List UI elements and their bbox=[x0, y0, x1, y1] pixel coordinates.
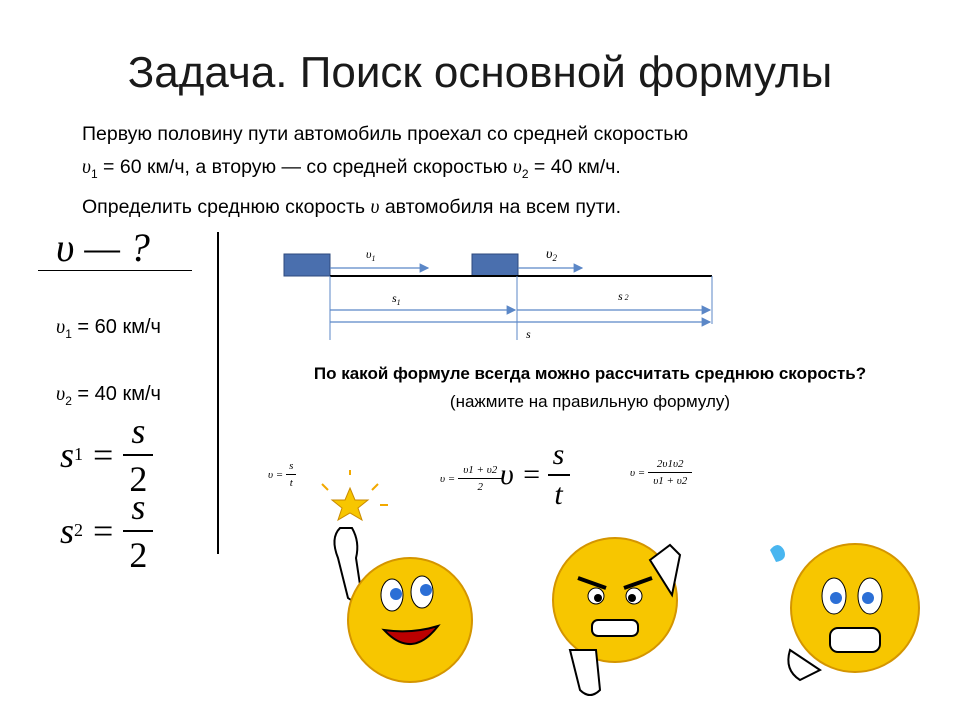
big-formula-fraction bbox=[548, 438, 570, 512]
v2-sub: 2 bbox=[521, 166, 529, 181]
s2-equals: = bbox=[93, 510, 114, 551]
problem-text bbox=[82, 118, 856, 224]
given-v1-value: = 60 км/ч bbox=[71, 316, 161, 338]
option-b-num: υ1 + υ2 bbox=[463, 464, 498, 476]
option-a-fraction bbox=[286, 460, 296, 489]
given-v1-sub: 1 bbox=[65, 327, 72, 341]
big-formula-lhs: υ = bbox=[500, 457, 542, 491]
motion-diagram bbox=[270, 236, 730, 352]
problem-line-2 bbox=[82, 151, 856, 191]
s1-numerator: s bbox=[131, 411, 146, 451]
thumb-down-icon-2 bbox=[570, 650, 600, 695]
s1-symbol: s bbox=[60, 434, 75, 475]
diagram-s2-label: s 2 bbox=[618, 289, 629, 303]
option-a-den: t bbox=[289, 477, 293, 489]
angry-smiley-icon bbox=[530, 520, 720, 715]
diagram-s1-label: $s_1$ bbox=[392, 291, 401, 307]
problem-line-1: Первую половину пути автомобиль проехал со средней скоростью bbox=[82, 123, 689, 145]
unknown-quantity: υ — ? bbox=[56, 225, 150, 270]
problem-line-3-start: Определить среднюю скорость bbox=[82, 195, 371, 218]
option-harmonic-mean[interactable] bbox=[630, 458, 692, 487]
v-symbol: υ bbox=[370, 196, 380, 218]
given-s2-formula bbox=[60, 486, 153, 576]
v1-symbol: υ bbox=[82, 157, 91, 178]
given-v1-symbol: υ bbox=[56, 316, 66, 338]
happy-smiley-icon bbox=[300, 470, 490, 715]
s2-symbol: s bbox=[60, 510, 75, 551]
sweat-drop-icon bbox=[770, 545, 785, 562]
problem-line-3-end: автомобиля на всем пути. bbox=[379, 195, 621, 218]
s2-fraction-bar bbox=[123, 530, 153, 532]
given-v2-sub: 2 bbox=[65, 394, 72, 408]
given-divider-horizontal bbox=[38, 270, 192, 271]
given-v2-symbol: υ bbox=[56, 383, 66, 405]
option-c-bar bbox=[648, 472, 692, 473]
s2-sub: 2 bbox=[74, 520, 84, 541]
v1-sub: 1 bbox=[90, 166, 98, 181]
s1-fraction-bar bbox=[123, 454, 153, 456]
option-s-over-t[interactable] bbox=[268, 460, 296, 489]
option-b-den: 2 bbox=[477, 481, 483, 493]
scared-smiley-icon bbox=[760, 530, 955, 715]
problem-line-3 bbox=[82, 191, 856, 224]
option-a-lhs: υ = bbox=[268, 468, 284, 481]
option-c-lhs: υ = bbox=[630, 466, 646, 479]
option-a-bar bbox=[286, 474, 296, 475]
s2-fraction bbox=[123, 486, 153, 576]
s2-denominator: 2 bbox=[129, 534, 148, 575]
big-formula-num: s bbox=[552, 438, 565, 471]
big-formula-bar bbox=[548, 474, 570, 476]
given-v2-value: = 40 км/ч bbox=[71, 383, 161, 405]
diagram-v2-label: $\upsilon_2$ bbox=[546, 247, 557, 263]
s1-equals: = bbox=[93, 434, 114, 475]
s2-numerator: s bbox=[131, 487, 146, 527]
given-v2 bbox=[56, 383, 161, 408]
v2-symbol: υ bbox=[512, 157, 522, 178]
option-b-lhs: υ = bbox=[440, 472, 456, 485]
diagram-v1-label: $\upsilon_1$ bbox=[366, 247, 376, 263]
given-v1 bbox=[56, 316, 161, 341]
problem-line-2-end: = 40 км/ч. bbox=[528, 156, 621, 178]
car-2-icon bbox=[472, 254, 518, 276]
given-divider-vertical bbox=[217, 232, 219, 554]
s1-denominator: 2 bbox=[129, 458, 148, 499]
big-formula bbox=[500, 438, 570, 512]
s1-sub: 1 bbox=[74, 444, 84, 465]
question-text: По какой формуле всегда можно рассчитать среднюю скорость? bbox=[313, 364, 867, 383]
option-a-num: s bbox=[289, 460, 294, 472]
star-icon bbox=[332, 488, 368, 520]
option-c-fraction bbox=[648, 458, 692, 487]
option-c-num: 2υ1υ2 bbox=[656, 458, 684, 470]
big-formula-den: t bbox=[554, 477, 563, 511]
option-c-den: υ1 + υ2 bbox=[653, 475, 688, 487]
car-1-icon bbox=[284, 254, 330, 276]
slide-title: Задача. Поиск основной формулы bbox=[127, 48, 833, 97]
diagram-s-label: s bbox=[526, 327, 531, 341]
hint-text: (нажмите на правильную формулу) bbox=[449, 392, 731, 411]
problem-line-2-mid: = 60 км/ч, а вторую — со средней скоростью bbox=[97, 156, 513, 178]
